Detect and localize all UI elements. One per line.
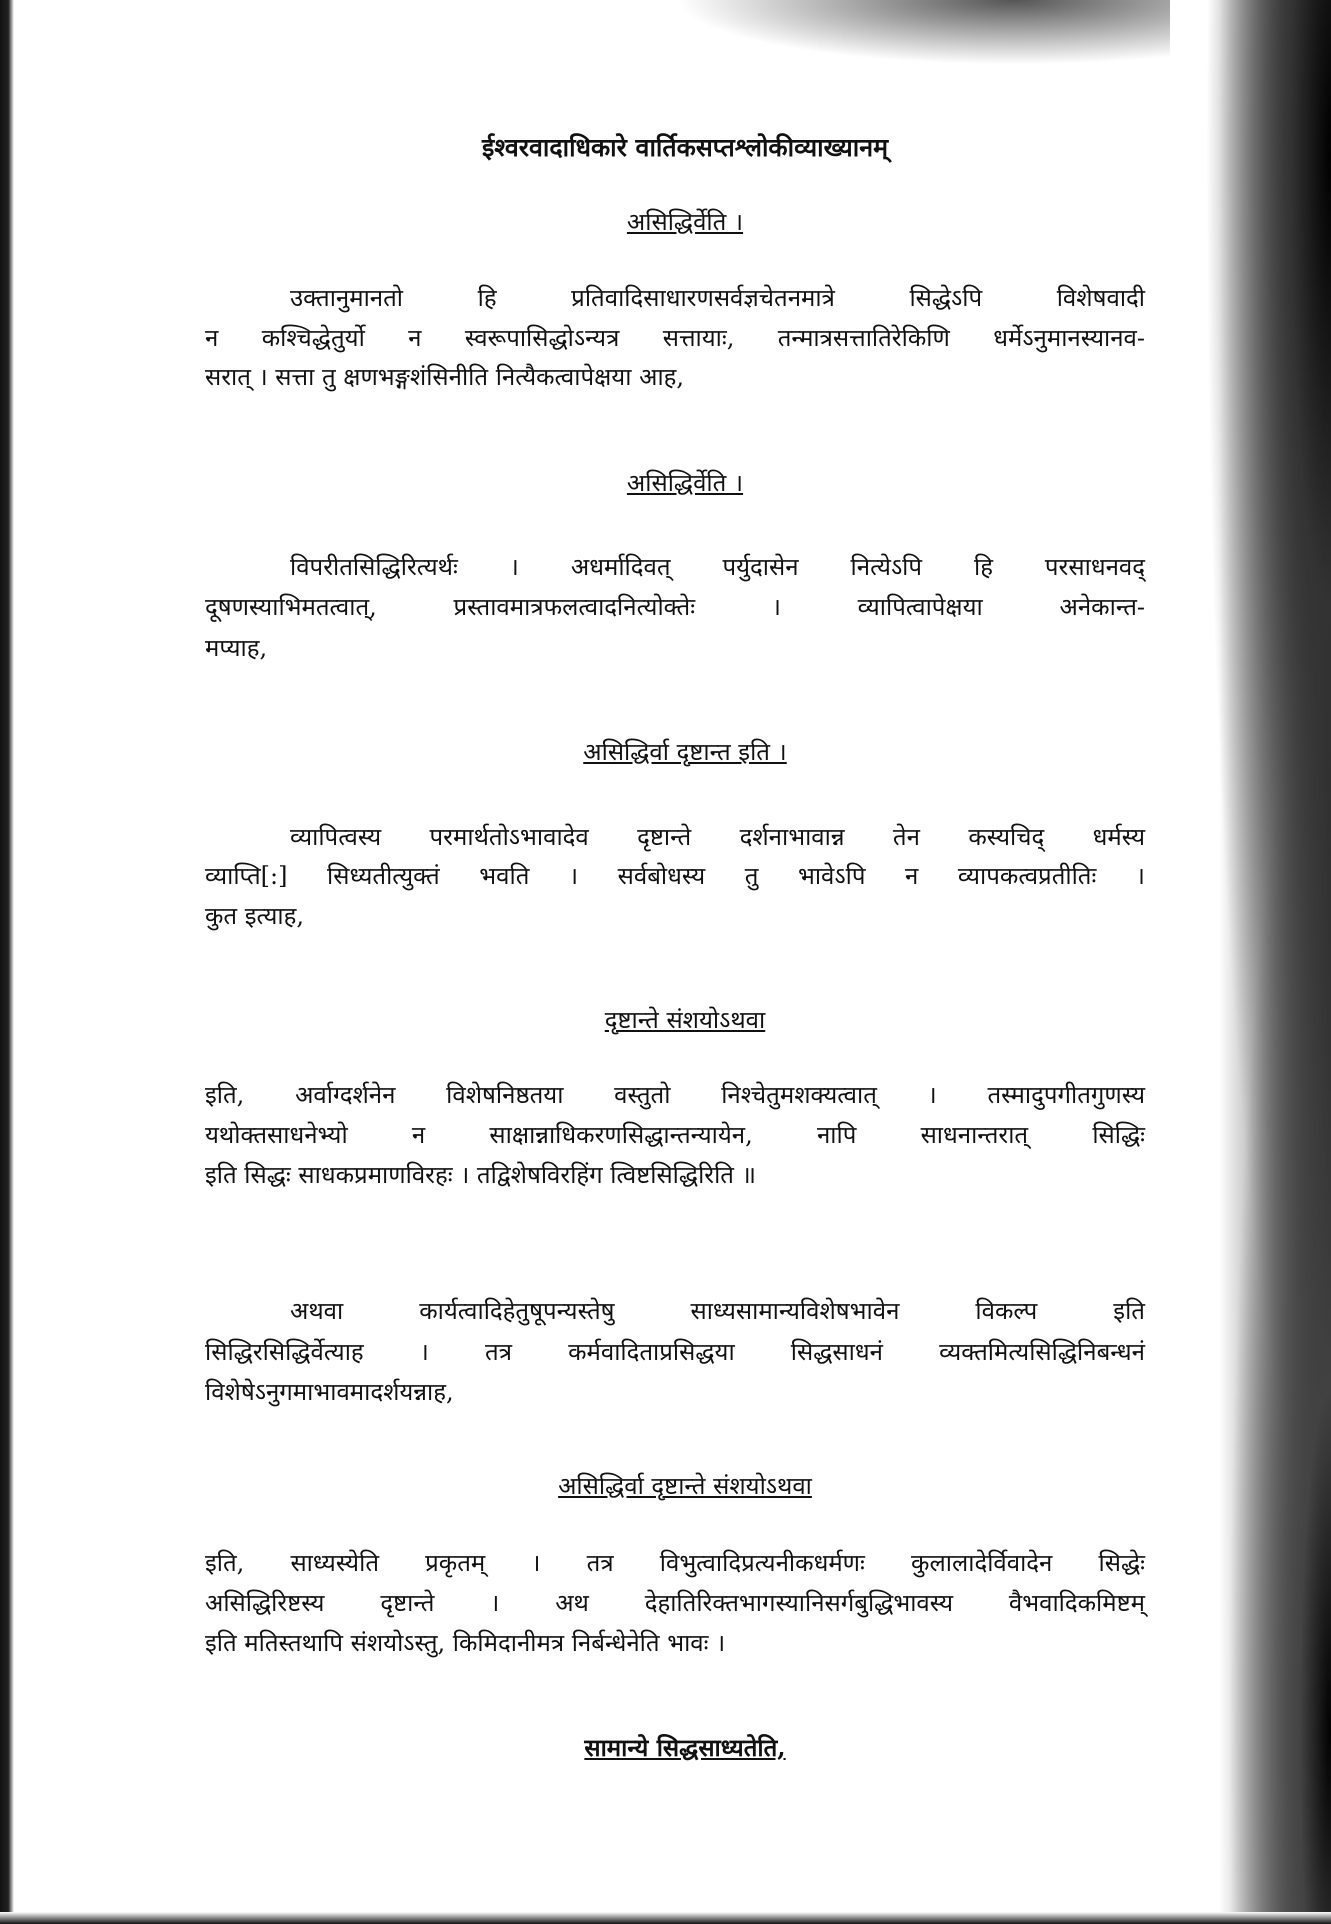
heading: असिद्धिर्वेति । xyxy=(626,208,744,236)
paragraph-line: कुत इत्याह, xyxy=(205,902,304,930)
heading: सामान्ये सिद्धसाध्यतेति, xyxy=(584,1733,786,1762)
paragraph-line: व्यापित्वस्य परमार्थतोऽभावादेव दृष्टान्ते दर्शनाभावान्न तेन कस्यचिद् धर्मस्य xyxy=(290,823,1145,851)
page-title: ईश्वरवादाधिकारे वार्तिकसप्तश्लोकीव्याख्यानम् xyxy=(481,133,889,162)
heading: दृष्टान्ते संशयोऽथवा xyxy=(604,1006,766,1034)
heading: असिद्धिर्वा दृष्टान्ते संशयोऽथवा xyxy=(558,1472,812,1500)
paragraph-line: अथवा कार्यत्वादिहेतुषूपन्यस्तेषु साध्यसामान्यविशेषभावेन विकल्प इति xyxy=(290,1297,1145,1325)
heading: असिद्धिर्वा दृष्टान्त इति । xyxy=(583,738,787,766)
paragraph-line: मप्याह, xyxy=(205,634,268,662)
paragraph-line: इति सिद्धः साधकप्रमाणविरहः । तद्विशेषविरहिंग त्विष्टसिद्धिरिति ॥ xyxy=(205,1161,756,1189)
paragraph-line: इति, अर्वाग्दर्शनेन विशेषनिष्ठतया वस्तुतो निश्चेतुमशक्यत्वात् । तस्मादुपगीतगुणस्य xyxy=(205,1081,1145,1109)
scan-bottom-edge xyxy=(0,1912,1331,1924)
paragraph-line: सरात् । सत्ता तु क्षणभङ्गशंसिनीति नित्यैकत्वापेक्षया आह, xyxy=(205,363,684,391)
paragraph-line: इति, साध्यस्येति प्रकृतम् । तत्र विभुत्वादिप्रत्यनीकधर्मणः कुलालादेर्विवादेन सिद्धेः xyxy=(205,1549,1145,1577)
paragraph-line: दूषणस्याभिमतत्वात्, प्रस्तावमात्रफलत्वादनित्योक्तेः । व्यापित्वापेक्षया अनेकान्त- xyxy=(205,593,1145,621)
paragraph-line: इति मतिस्तथापि संशयोऽस्तु, किमिदानीमत्र निर्बन्धेनेति भावः । xyxy=(205,1629,726,1657)
scan-right-edge xyxy=(1171,0,1331,1924)
paragraph-line: न कश्चिद्धेतुर्यो न स्वरूपासिद्धोऽन्यत्र सत्तायाः, तन्मात्रसत्तातिरेकिणि धर्मेऽनुमानस्यानव- xyxy=(205,324,1145,352)
scan-top-smudge xyxy=(650,0,1170,70)
paragraph-line: असिद्धिरिष्टस्य दृष्टान्ते । अथ देहातिरिक्तभागस्यानिसर्गबुद्धिभावस्य वैभवादिकमिष्टम् xyxy=(205,1589,1145,1617)
paragraph-line: विपरीतसिद्धिरित्यर्थः । अधर्मादिवत् पर्युदासेन नित्येऽपि हि परसाधनवद् xyxy=(290,553,1145,581)
paragraph-line: यथोक्तसाधनेभ्यो न साक्षान्नाधिकरणसिद्धान्तन्यायेन, नापि साधनान्तरात् सिद्धिः xyxy=(205,1121,1145,1149)
paragraph-line: उक्तानुमानतो हि प्रतिवादिसाधारणसर्वज्ञचेतनमात्रे सिद्धेऽपि विशेषवादी xyxy=(290,284,1145,312)
paragraph-line: विशेषेऽनुगमाभावमादर्शयन्नाह, xyxy=(205,1378,454,1406)
scan-left-edge xyxy=(0,0,14,1924)
heading: असिद्धिर्वेति । xyxy=(626,469,744,497)
paragraph-line: सिद्धिरसिद्धिर्वेत्याह । तत्र कर्मवादिताप्रसिद्धया सिद्धसाधनं व्यक्तमित्यसिद्धिनिबन्धनं xyxy=(205,1338,1145,1366)
paragraph-line: व्याप्ति[:] सिध्यतीत्युक्तं भवति । सर्वबोधस्य तु भावेऽपि न व्यापकत्वप्रतीतिः । xyxy=(205,862,1145,890)
